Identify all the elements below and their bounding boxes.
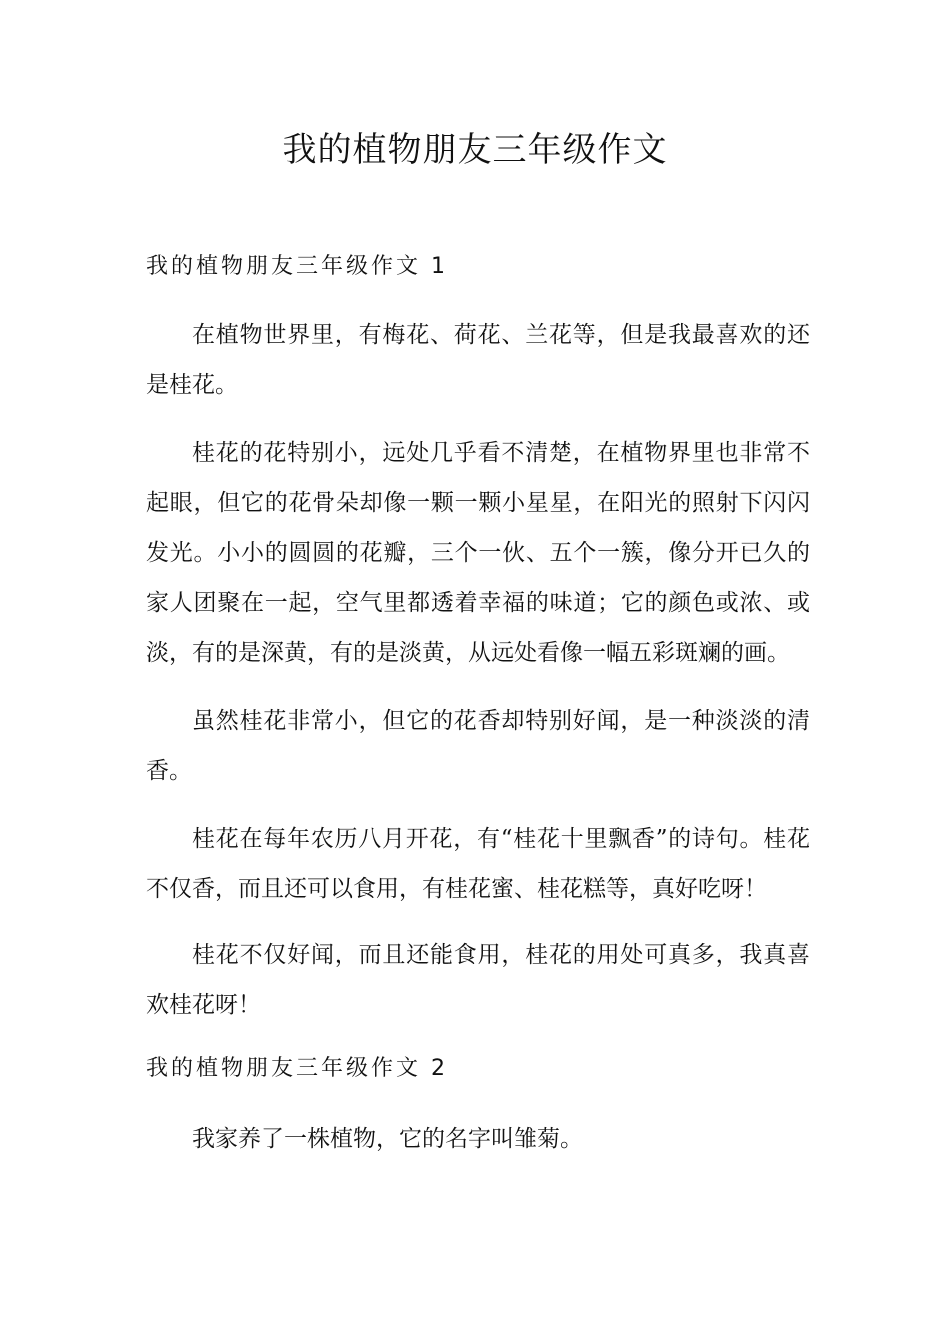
paragraph: 在植物世界里，有梅花、荷花、兰花等，但是我最喜欢的还是桂花。 bbox=[146, 322, 810, 398]
paragraph: 虽然桂花非常小，但它的花香却特别好闻，是一种淡淡的清香。 bbox=[146, 708, 810, 784]
paragraph: 桂花的花特别小，远处几乎看不清楚，在植物界里也非常不起眼，但它的花骨朵却像一颗一颗小星星，在阳光的照射下闪闪发光。小小的圆圆的花瓣，三个一伙、五个一簇，像分开已久的家人团聚在一起，空气里都透着幸福的味道；它的颜色或浓、或淡，有的是深黄，有的是淡黄，从远处看像一幅五彩斑斓的画。 bbox=[146, 440, 810, 666]
paragraph: 我家养了一株植物，它的名字叫雏菊。 bbox=[192, 1126, 583, 1152]
section-heading-2: 我的植物朋友三年级作文 2 bbox=[146, 1056, 448, 1081]
paragraph: 桂花在每年农历八月开花，有“桂花十里飘香”的诗句。桂花不仅香，而且还可以食用，有桂花蜜、桂花糕等，真好吃呀！ bbox=[146, 826, 810, 902]
document-title: 我的植物朋友三年级作文 bbox=[282, 130, 668, 170]
section-heading-1: 我的植物朋友三年级作文 1 bbox=[146, 254, 448, 279]
paragraph: 桂花不仅好闻，而且还能食用，桂花的用处可真多，我真喜欢桂花呀！ bbox=[146, 942, 810, 1018]
